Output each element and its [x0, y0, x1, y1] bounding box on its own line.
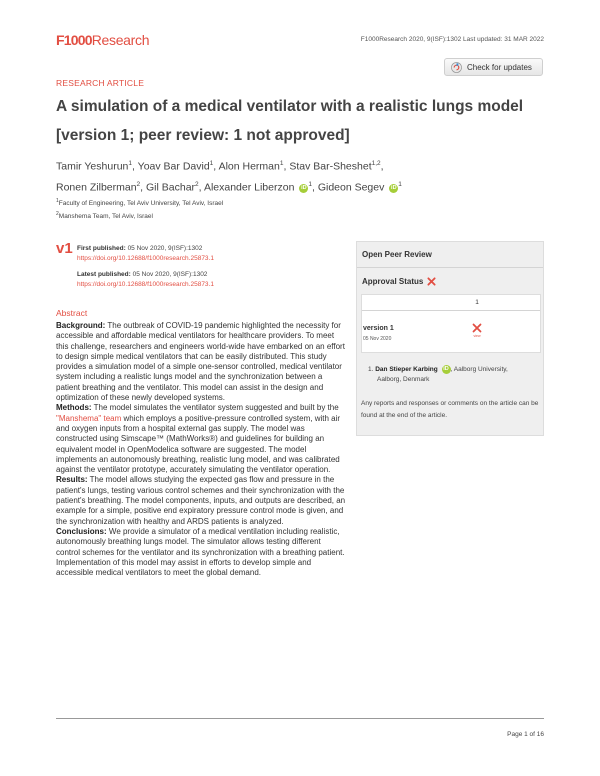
panel-divider — [357, 267, 543, 268]
latest-published-doi-link[interactable]: https://doi.org/10.12688/f1000research.25873.1 — [77, 280, 214, 288]
methods-text-continued: which employs a positive-pressure controlled system, with air and oxygen inputs from a hospital external gas supply. The model was constructed using Simscape™ (MathWorks®) and guidelines for building an equivalent model in OpenModelica software are suggested. The model implements an autonomously breathing, realistic lung model, and was calibrated against the ventilator prototype, accurately simulating the ventilator operation. — [56, 413, 341, 475]
author-separator: , — [311, 181, 318, 193]
not-approved-icon — [427, 277, 436, 286]
abstract-body — [56, 321, 346, 578]
author-separator: , — [283, 160, 290, 173]
author-name[interactable]: Alon Herman — [218, 160, 280, 173]
manshema-team-link[interactable]: "Manshema" team — [56, 413, 122, 423]
article-title: A simulation of a medical ventilator with a realistic lungs model [version 1; peer review: 1 not approved] — [56, 98, 524, 144]
approval-status — [362, 277, 436, 286]
author-affiliation-mark: 1,2 — [371, 160, 381, 167]
author-name[interactable]: Tamir Yeshurun — [56, 160, 129, 173]
results-label: Results: — [56, 475, 88, 485]
author-affiliation-mark: 2 — [136, 180, 141, 188]
latest-published-value: 05 Nov 2020, 9(ISF):1302 — [132, 271, 208, 278]
affiliation-text: Faculty of Engineering, Tel Aviv University, Tel Aviv, Israel — [58, 200, 224, 208]
author-name[interactable]: Gideon Segev — [317, 181, 385, 193]
reviewer-column-header: 1 — [475, 299, 479, 306]
affiliation-item — [56, 209, 223, 222]
first-published-doi-link[interactable]: https://doi.org/10.12688/f1000research.25873.1 — [77, 254, 214, 262]
peer-review-note: Any reports and responses or comments on the article can be found at the end of the article. — [361, 400, 539, 419]
open-peer-review-panel — [356, 241, 544, 436]
table-divider — [362, 310, 540, 311]
orcid-icon[interactable]: iD — [391, 185, 397, 191]
version-badge: v1 — [56, 240, 73, 257]
not-approved-icon — [472, 323, 482, 333]
check-for-updates-label: Check for updates — [467, 62, 532, 72]
affiliations — [56, 196, 223, 222]
methods-label: Methods: — [56, 403, 92, 413]
first-published-label: First published: — [77, 245, 126, 252]
author-affiliation-mark: 2 — [195, 180, 199, 188]
reviewer-number: 1. — [368, 366, 374, 373]
conclusions-text: We provide a simulator of a medical ventilation including realistic, autonomously breathing lungs model. The simulator allows testing different control schemes for the ventilator and its synchronization with a breathing patient. Implementation of this model may assist in efforts to develop simple and accessible medical ventilators to meet the global demand. — [56, 526, 345, 578]
footer-rule — [56, 718, 544, 719]
abstract-methods — [56, 403, 346, 475]
refresh-bookmark-icon — [451, 62, 462, 73]
affiliation-number: 1 — [56, 198, 59, 204]
abstract-conclusions — [56, 527, 346, 578]
reviewer-affiliation-location: Aalborg, Denmark — [377, 376, 430, 383]
page-number: Page 1 of 16 — [507, 731, 544, 738]
orcid-icon[interactable]: iD — [301, 185, 307, 191]
abstract-heading: Abstract — [56, 308, 88, 318]
background-label: Background: — [56, 321, 106, 330]
publication-info — [77, 244, 214, 289]
view-report-link[interactable]: view — [473, 334, 481, 338]
author-affiliation-mark: 1 — [398, 180, 402, 188]
article-type-label: RESEARCH ARTICLE — [56, 78, 145, 88]
methods-text: The model simulates the ventilator system suggested and built by the — [93, 403, 339, 413]
author-separator: , — [213, 160, 219, 173]
author-name[interactable]: Stav Bar-Sheshet — [289, 160, 372, 173]
affiliation-item — [56, 196, 223, 209]
orcid-icon[interactable]: iD — [443, 366, 449, 372]
f1000research-logo — [56, 32, 149, 48]
author-affiliation-mark: 1 — [128, 160, 133, 167]
latest-published-label: Latest published: — [77, 271, 131, 278]
author-name[interactable]: Yoav Bar David — [137, 160, 210, 173]
reviewer-affiliation: , Aalborg University, — [450, 366, 508, 373]
reviewer-name[interactable]: Dan Stieper Karbing — [375, 366, 438, 373]
author-separator: , — [380, 160, 384, 173]
abstract-results — [56, 475, 346, 526]
author-affiliation-mark: 1 — [209, 160, 214, 167]
conclusions-label: Conclusions: — [56, 526, 107, 536]
author-separator: , — [132, 160, 138, 173]
first-published-value: 05 Nov 2020, 9(ISF):1302 — [127, 245, 203, 252]
logo-brand: Research — [91, 32, 150, 48]
check-for-updates-button[interactable] — [444, 58, 543, 76]
author-separator: , — [140, 181, 147, 193]
approval-status-label: Approval Status — [362, 277, 424, 286]
open-peer-review-title: Open Peer Review — [362, 250, 432, 259]
approval-status-table — [361, 294, 541, 353]
affiliation-text: Manshema Team, Tel Aviv, Israel — [58, 213, 153, 221]
version-row-label: version 1 — [363, 325, 394, 332]
author-list — [56, 155, 556, 196]
logo-prefix: F1000 — [56, 32, 92, 48]
version-row-date: 05 Nov 2020 — [363, 336, 392, 342]
author-name[interactable]: Gil Bachar — [146, 181, 196, 193]
affiliation-number: 2 — [56, 211, 59, 218]
author-name[interactable]: Alexander Liberzon — [203, 181, 295, 193]
background-text: The outbreak of COVID-19 pandemic highlighted the necessity for accessible and affordable medical ventilators for healthcare providers. To meet this challenge, researchers and engineers world-wide have embarked on an effort to design simple medical ventilators that can be easily distributed. This study provides a simulation model of a simple one-sensor controlled, medical ventilator system including a realistic lungs model and the synchronization between a patient breathing and the ventilator. This model can assist in the design and optimization of these newly developed systems. — [56, 321, 345, 403]
author-separator: , — [198, 181, 204, 193]
author-affiliation-mark: 1 — [308, 180, 312, 188]
reviewer-entry — [368, 365, 538, 385]
results-text: The model allows studying the expected gas flow and pressure in the patient's lungs, testing various control schemes and their synchronization with the patient's breathing. The model components, inputs, and outputs are described, an example for a simple, positive end expiratory pressure control mode is given, and the synchronization with healthy and ARDS patients is analyzed. — [56, 475, 346, 526]
citation-line: F1000Research 2020, 9(ISF):1302 Last updated: 31 MAR 2022 — [360, 36, 544, 43]
author-name[interactable]: Ronen Zilberman — [56, 181, 137, 193]
author-affiliation-mark: 1 — [279, 160, 284, 167]
abstract-background — [56, 321, 346, 403]
